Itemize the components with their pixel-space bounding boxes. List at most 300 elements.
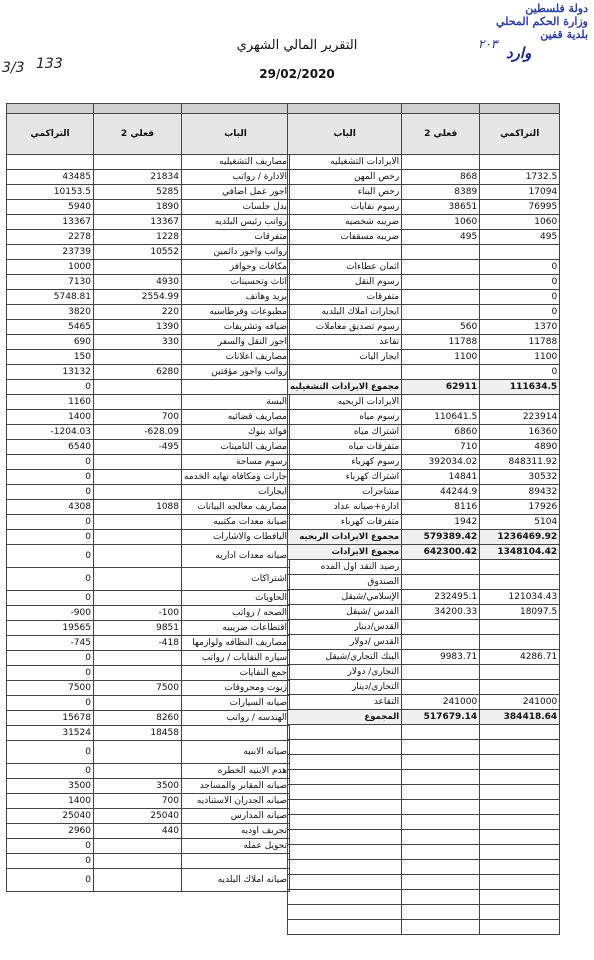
- chapter-cell: صيانه املاك البلديه: [182, 869, 290, 892]
- chapter-cell: بريد وهاتف: [182, 290, 290, 305]
- actual-cell: 4930: [94, 275, 182, 290]
- actual-cell: 232495.1: [402, 590, 480, 605]
- chapter-cell: اجور النقل والسفر: [182, 335, 290, 350]
- table-row: [288, 635, 560, 650]
- chapter-cell: الإسلامي/شيقل: [288, 590, 402, 605]
- cumulative-cell: 4286.71: [480, 650, 560, 665]
- cumulative-cell: [480, 395, 560, 410]
- chapter-cell: [288, 815, 402, 830]
- chapter-cell: اشتراكات: [182, 568, 290, 591]
- cumulative-cell: [480, 905, 560, 920]
- actual-cell: 495: [402, 230, 480, 245]
- cumulative-cell: 0: [7, 591, 94, 606]
- table-row: [288, 620, 560, 635]
- cumulative-cell: 0: [7, 839, 94, 854]
- cumulative-cell: [480, 725, 560, 740]
- cumulative-cell: [480, 845, 560, 860]
- letterhead: [443, 2, 588, 41]
- actual-cell: 11788: [402, 335, 480, 350]
- actual-cell: 2554.99: [94, 290, 182, 305]
- actual-cell: 440: [94, 824, 182, 839]
- cumulative-cell: 0: [7, 696, 94, 711]
- chapter-cell: [288, 785, 402, 800]
- actual-cell: 642300.42: [402, 545, 480, 560]
- chapter-cell: رسوم كهرباء: [288, 455, 402, 470]
- actual-cell: [94, 764, 182, 779]
- actual-cell: [402, 575, 480, 590]
- table-row: [288, 290, 560, 305]
- chapter-cell: [288, 890, 402, 905]
- actual-cell: [402, 740, 480, 755]
- table-row: [288, 680, 560, 695]
- cumulative-cell: 121034.43: [480, 590, 560, 605]
- actual-cell: [402, 905, 480, 920]
- actual-cell: [94, 485, 182, 500]
- chapter-cell: التجاري/دينار: [288, 680, 402, 695]
- actual-cell: -100: [94, 606, 182, 621]
- table-row: [288, 905, 560, 920]
- actual-cell: [402, 665, 480, 680]
- actual-cell: [402, 305, 480, 320]
- letterhead-line-1: دولة فلسطين: [525, 2, 588, 15]
- chapter-cell: رسوم النقل: [288, 275, 402, 290]
- chapter-cell: البسة: [182, 395, 290, 410]
- table-row: [288, 230, 560, 245]
- actual-cell: [94, 568, 182, 591]
- actual-cell: 1088: [94, 500, 182, 515]
- table-row: [7, 470, 290, 485]
- table-row: [288, 275, 560, 290]
- actual-cell: 1390: [94, 320, 182, 335]
- chapter-cell: تحويل عمله: [182, 839, 290, 854]
- actual-cell: [402, 560, 480, 575]
- actual-cell: 9983.71: [402, 650, 480, 665]
- actual-cell: 8116: [402, 500, 480, 515]
- col-chapter: الباب: [288, 114, 402, 155]
- cumulative-cell: 0: [480, 305, 560, 320]
- letterhead-line-3: بلدية قفين: [540, 28, 588, 41]
- chapter-cell: رسوم تصديق معاملات: [288, 320, 402, 335]
- revenues-table: [287, 103, 560, 935]
- actual-cell: [402, 860, 480, 875]
- chapter-cell: [182, 854, 290, 869]
- table-row: [7, 854, 290, 869]
- table-row: [7, 681, 290, 696]
- cumulative-cell: [480, 665, 560, 680]
- actual-cell: [94, 470, 182, 485]
- table-row: [288, 665, 560, 680]
- chapter-cell: ضريبه مسقفات: [288, 230, 402, 245]
- cumulative-cell: 30532: [480, 470, 560, 485]
- chapter-cell: البنك التجاري/شيقل: [288, 650, 402, 665]
- actual-cell: 13367: [94, 215, 182, 230]
- table-row: [7, 794, 290, 809]
- chapter-cell: مكافات وحوافز: [182, 260, 290, 275]
- table-row: [288, 920, 560, 935]
- chapter-cell: [288, 725, 402, 740]
- actual-cell: [94, 530, 182, 545]
- cumulative-cell: 0: [480, 275, 560, 290]
- actual-cell: [94, 651, 182, 666]
- chapter-cell: صيانة معدات مكتبيه: [182, 515, 290, 530]
- actual-cell: 8260: [94, 711, 182, 726]
- actual-cell: [94, 515, 182, 530]
- cumulative-cell: [480, 920, 560, 935]
- cumulative-cell: 0: [7, 470, 94, 485]
- header-row: [288, 114, 560, 155]
- actual-cell: 110641.5: [402, 410, 480, 425]
- cumulative-cell: [480, 770, 560, 785]
- chapter-cell: فوائد بنوك: [182, 425, 290, 440]
- chapter-cell: ضيافه وتشريفات: [182, 320, 290, 335]
- chapter-cell: القدس /شيقل: [288, 605, 402, 620]
- col-actual: فعلي 2: [94, 114, 182, 155]
- table-row: [7, 839, 290, 854]
- cumulative-cell: 223914: [480, 410, 560, 425]
- chapter-cell: متفرقات: [182, 230, 290, 245]
- chapter-cell: اشتراك كهرباء: [288, 470, 402, 485]
- actual-cell: [402, 155, 480, 170]
- cumulative-cell: 1000: [7, 260, 94, 275]
- chapter-cell: القدس/دينار: [288, 620, 402, 635]
- table-row: [288, 335, 560, 350]
- actual-cell: [402, 800, 480, 815]
- chapter-cell: جمع النفايات: [182, 666, 290, 681]
- chapter-cell: رسوم نفايات: [288, 200, 402, 215]
- actual-cell: 700: [94, 410, 182, 425]
- chapter-cell: ايجارات املاك البلديه: [288, 305, 402, 320]
- cumulative-cell: -1204.03: [7, 425, 94, 440]
- cumulative-cell: [480, 560, 560, 575]
- cumulative-cell: 6540: [7, 440, 94, 455]
- cumulative-cell: 0: [7, 530, 94, 545]
- chapter-cell: رصيد النقد اول المده: [288, 560, 402, 575]
- cumulative-cell: 25040: [7, 809, 94, 824]
- table-row: [7, 215, 290, 230]
- cumulative-cell: 495: [480, 230, 560, 245]
- cumulative-cell: 848311.92: [480, 455, 560, 470]
- table-row: [288, 305, 560, 320]
- actual-cell: [402, 365, 480, 380]
- table-row: [7, 200, 290, 215]
- report-date: 29/02/2020: [259, 67, 335, 81]
- actual-cell: 25040: [94, 809, 182, 824]
- actual-cell: 220: [94, 305, 182, 320]
- chapter-cell: متفرقات كهرباء: [288, 515, 402, 530]
- table-row: [288, 770, 560, 785]
- cumulative-cell: [480, 875, 560, 890]
- cumulative-cell: 1060: [480, 215, 560, 230]
- cumulative-cell: 18097.5: [480, 605, 560, 620]
- chapter-cell: [288, 365, 402, 380]
- cumulative-cell: 13367: [7, 215, 94, 230]
- actual-cell: [94, 545, 182, 568]
- table-row: [288, 500, 560, 515]
- cumulative-cell: [480, 815, 560, 830]
- cumulative-cell: [480, 245, 560, 260]
- cumulative-cell: 5465: [7, 320, 94, 335]
- cumulative-cell: -745: [7, 636, 94, 651]
- table-row: [7, 530, 290, 545]
- cumulative-cell: 1732.5: [480, 170, 560, 185]
- actual-cell: 330: [94, 335, 182, 350]
- table-row: [7, 170, 290, 185]
- chapter-cell: التجاري/ دولار: [288, 665, 402, 680]
- table-row: [7, 350, 290, 365]
- actual-cell: [94, 869, 182, 892]
- table-row: [288, 725, 560, 740]
- table-row: [288, 740, 560, 755]
- cumulative-cell: 111634.5: [480, 380, 560, 395]
- chapter-cell: الصندوق: [288, 575, 402, 590]
- actual-cell: 8389: [402, 185, 480, 200]
- chapter-cell: [288, 920, 402, 935]
- cumulative-cell: [480, 575, 560, 590]
- incoming-stamp-handwritten: وارد: [506, 44, 532, 62]
- actual-cell: 1942: [402, 515, 480, 530]
- chapter-cell: التقاعد: [288, 695, 402, 710]
- chapter-cell: اقتطاعات ضريبيه: [182, 621, 290, 636]
- actual-cell: 1100: [402, 350, 480, 365]
- actual-cell: 579389.42: [402, 530, 480, 545]
- cumulative-cell: 690: [7, 335, 94, 350]
- cumulative-cell: 3500: [7, 779, 94, 794]
- cumulative-cell: 3820: [7, 305, 94, 320]
- cumulative-cell: [480, 785, 560, 800]
- chapter-cell: اثمان عطاءات: [288, 260, 402, 275]
- header-row: [7, 114, 290, 155]
- cumulative-cell: 89432: [480, 485, 560, 500]
- chapter-cell: الحاويات: [182, 591, 290, 606]
- table-row: [288, 650, 560, 665]
- cumulative-cell: [480, 620, 560, 635]
- table-row: [7, 809, 290, 824]
- handwritten-date: 3/3: [2, 60, 25, 76]
- cumulative-cell: 17094: [480, 185, 560, 200]
- chapter-cell: هدم الابنيه الخطره: [182, 764, 290, 779]
- table-row: [288, 170, 560, 185]
- actual-cell: [402, 920, 480, 935]
- expenses-table: [6, 103, 290, 892]
- table-row: [7, 515, 290, 530]
- table-row: [7, 260, 290, 275]
- table-row: [7, 606, 290, 621]
- table-row: [288, 470, 560, 485]
- actual-cell: -628.09: [94, 425, 182, 440]
- table-row: [288, 605, 560, 620]
- actual-cell: 38651: [402, 200, 480, 215]
- actual-cell: [402, 290, 480, 305]
- actual-cell: [94, 395, 182, 410]
- actual-cell: 6280: [94, 365, 182, 380]
- table-row: [288, 425, 560, 440]
- chapter-cell: رسوم مساحة: [182, 455, 290, 470]
- table-row: [288, 755, 560, 770]
- chapter-cell: الصحه / رواتب: [182, 606, 290, 621]
- chapter-cell: [182, 380, 290, 395]
- chapter-cell: سياره النفايات / رواتب: [182, 651, 290, 666]
- table-row: [7, 410, 290, 425]
- chapter-cell: [288, 755, 402, 770]
- incoming-number-handwritten: ٢٠٣: [478, 37, 498, 51]
- cumulative-cell: 43485: [7, 170, 94, 185]
- chapter-cell: [288, 875, 402, 890]
- actual-cell: 10552: [94, 245, 182, 260]
- actual-cell: [402, 845, 480, 860]
- table-row: [288, 455, 560, 470]
- table-row: [288, 410, 560, 425]
- table-row: [288, 350, 560, 365]
- cumulative-cell: 11788: [480, 335, 560, 350]
- cumulative-cell: [480, 860, 560, 875]
- table-row: [7, 185, 290, 200]
- chapter-cell: [288, 800, 402, 815]
- table-row: [7, 440, 290, 455]
- actual-cell: 710: [402, 440, 480, 455]
- actual-cell: [402, 635, 480, 650]
- chapter-cell: مصاريف التامينات: [182, 440, 290, 455]
- chapter-cell: [182, 726, 290, 741]
- actual-cell: 44244.9: [402, 485, 480, 500]
- chapter-cell: اليافطات والاشارات: [182, 530, 290, 545]
- cumulative-cell: [480, 830, 560, 845]
- actual-cell: -495: [94, 440, 182, 455]
- table-row: [288, 815, 560, 830]
- actual-cell: [94, 741, 182, 764]
- cumulative-cell: [480, 155, 560, 170]
- actual-cell: [402, 260, 480, 275]
- chapter-cell: صيانه المدارس: [182, 809, 290, 824]
- chapter-cell: صيانه الجدران الاستناديه: [182, 794, 290, 809]
- cumulative-cell: 16360: [480, 425, 560, 440]
- actual-cell: 21834: [94, 170, 182, 185]
- cumulative-cell: 1400: [7, 794, 94, 809]
- cumulative-cell: 5940: [7, 200, 94, 215]
- chapter-cell: [288, 770, 402, 785]
- actual-cell: 18458: [94, 726, 182, 741]
- chapter-cell: صيانه المقابر والمساجد: [182, 779, 290, 794]
- cumulative-cell: 10153.5: [7, 185, 94, 200]
- cumulative-cell: 31524: [7, 726, 94, 741]
- actual-cell: -418: [94, 636, 182, 651]
- chapter-cell: تجريف اوديه: [182, 824, 290, 839]
- table-row: [7, 500, 290, 515]
- actual-cell: [402, 770, 480, 785]
- chapter-cell: القدس /دولار: [288, 635, 402, 650]
- cumulative-cell: 2960: [7, 824, 94, 839]
- chapter-cell: رخص المهن: [288, 170, 402, 185]
- actual-cell: [94, 155, 182, 170]
- chapter-cell: [288, 860, 402, 875]
- chapter-cell: [288, 245, 402, 260]
- actual-cell: 868: [402, 170, 480, 185]
- total-row: [288, 710, 560, 725]
- col-cumulative: التراكمي: [7, 114, 94, 155]
- table-row: [288, 515, 560, 530]
- cumulative-cell: 7500: [7, 681, 94, 696]
- actual-cell: [94, 380, 182, 395]
- chapter-cell: الهندسه / رواتب: [182, 711, 290, 726]
- cumulative-cell: 0: [7, 545, 94, 568]
- actual-cell: [402, 755, 480, 770]
- chapter-cell: رواتب واجور مؤقتين: [182, 365, 290, 380]
- chapter-cell: متفرقات مياه: [288, 440, 402, 455]
- chapter-cell: ايجار اليات: [288, 350, 402, 365]
- table-row: [7, 425, 290, 440]
- actual-cell: 1228: [94, 230, 182, 245]
- cumulative-cell: 19565: [7, 621, 94, 636]
- table-row: [7, 290, 290, 305]
- actual-cell: 9851: [94, 621, 182, 636]
- actual-cell: [94, 696, 182, 711]
- chapter-cell: المجموع: [288, 710, 402, 725]
- table-row: [7, 245, 290, 260]
- actual-cell: [402, 680, 480, 695]
- actual-cell: [94, 854, 182, 869]
- actual-cell: [402, 245, 480, 260]
- actual-cell: [94, 455, 182, 470]
- table-row: [288, 785, 560, 800]
- table-row: [288, 200, 560, 215]
- actual-cell: [402, 785, 480, 800]
- actual-cell: 14841: [402, 470, 480, 485]
- table-row: [288, 365, 560, 380]
- cumulative-cell: 1400: [7, 410, 94, 425]
- chapter-cell: مصاريف قضائيه: [182, 410, 290, 425]
- table-row: [7, 621, 290, 636]
- cumulative-cell: [480, 635, 560, 650]
- actual-cell: 5285: [94, 185, 182, 200]
- table-row: [7, 764, 290, 779]
- chapter-cell: مجموع الايرادات: [288, 545, 402, 560]
- table-row: [7, 395, 290, 410]
- cumulative-cell: 1370: [480, 320, 560, 335]
- chapter-cell: متفرقات: [288, 290, 402, 305]
- table-row: [288, 155, 560, 170]
- cumulative-cell: 23739: [7, 245, 94, 260]
- table-row: [7, 726, 290, 741]
- actual-cell: [402, 395, 480, 410]
- cumulative-cell: 5748.81: [7, 290, 94, 305]
- chapter-cell: مجموع الايرادات التشغيليه: [288, 380, 402, 395]
- total-row: [288, 380, 560, 395]
- table-row: [288, 800, 560, 815]
- header-band: [7, 104, 290, 114]
- table-row: [288, 440, 560, 455]
- actual-cell: 517679.14: [402, 710, 480, 725]
- actual-cell: [94, 260, 182, 275]
- cumulative-cell: [480, 680, 560, 695]
- table-row: [288, 575, 560, 590]
- table-row: [288, 860, 560, 875]
- table-row: [7, 696, 290, 711]
- chapter-cell: صيانه الابنيه: [182, 741, 290, 764]
- table-row: [7, 779, 290, 794]
- chapter-cell: اثاث وتحسينات: [182, 275, 290, 290]
- table-row: [7, 824, 290, 839]
- chapter-cell: مجموع الايرادات الربحيه: [288, 530, 402, 545]
- letterhead-line-2: وزارة الحكم المحلي: [496, 15, 588, 28]
- cumulative-cell: 0: [7, 515, 94, 530]
- chapter-cell: مطبوعات وقرطاسيه: [182, 305, 290, 320]
- table-row: [7, 380, 290, 395]
- table-row: [7, 365, 290, 380]
- actual-cell: [402, 890, 480, 905]
- actual-cell: [94, 839, 182, 854]
- table-row: [288, 845, 560, 860]
- chapter-cell: مصاريف معالجه البيانات: [182, 500, 290, 515]
- chapter-cell: رواتب واجور دائمين: [182, 245, 290, 260]
